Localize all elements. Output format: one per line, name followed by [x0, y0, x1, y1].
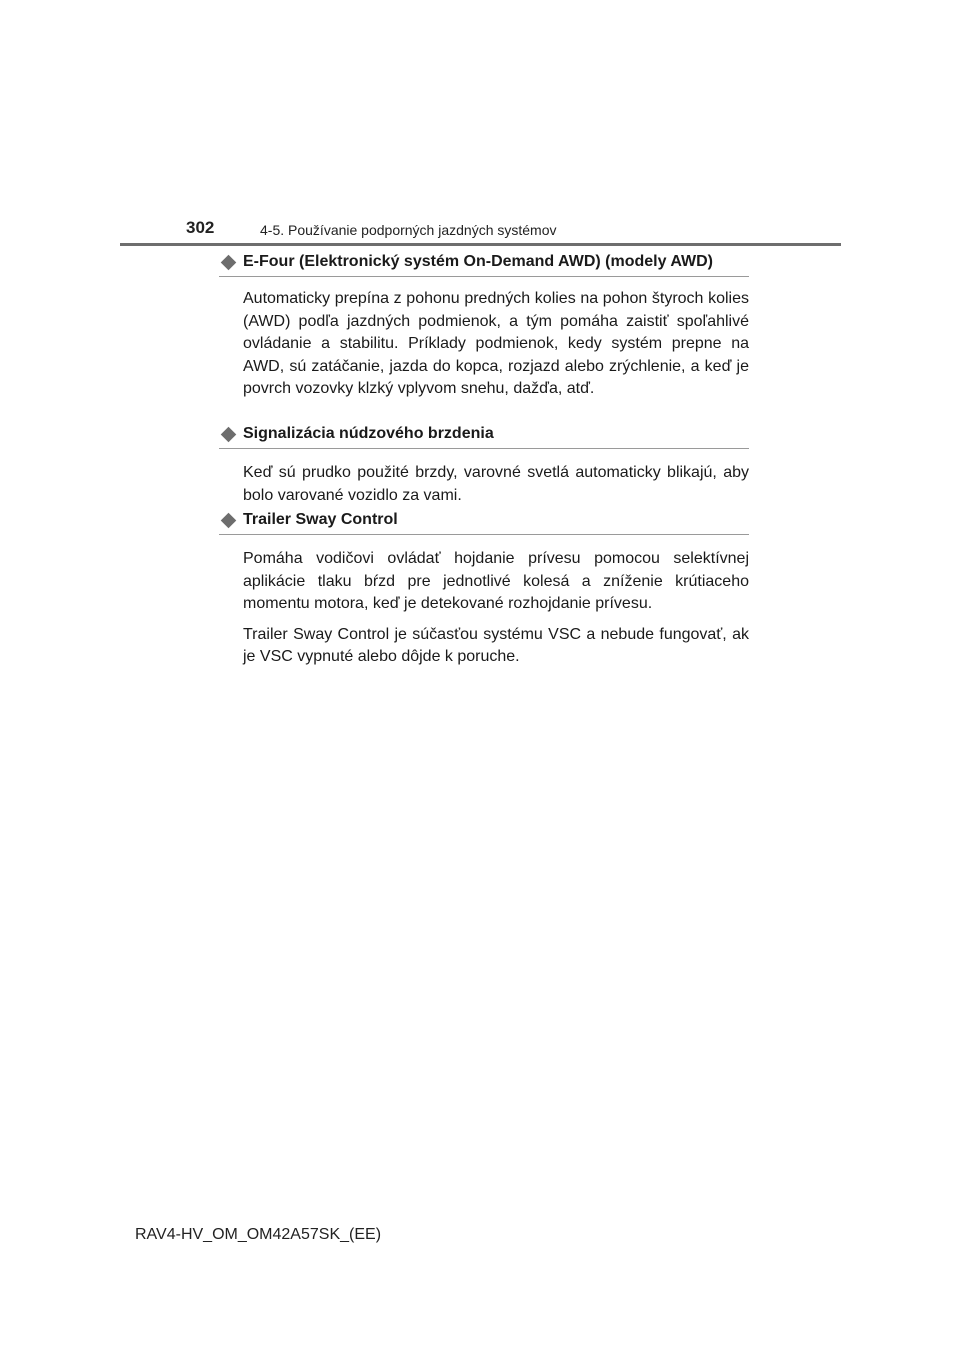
- header-rule: [120, 243, 841, 246]
- paragraph: Pomáha vodičovi ovládať hojdanie prívesu pomocou selektívnej aplikácie tlaku bŕzd pre jednotlivé kolesá a zníženie krútiaceho momentu motora, keď je detekované rozhojdanie prívesu.: [243, 550, 749, 612]
- section-heading: [219, 425, 749, 449]
- paragraph: Automaticky prepína z pohonu predných kolies na pohon štyroch kolies (AWD) podľa jazdných podmienok, a tým pomáha zaistiť spoľahlivé ovládanie a stabilitu. Príklady podmienok, kedy systém prepne na AWD, sú zatáčanie, jazda do kopca, rozjazd alebo zrýchlenie, a keď je povrch vozovky klzký vplyvom snehu, dažďa, atď.: [243, 290, 749, 397]
- diamond-bullet-icon: [221, 254, 237, 270]
- section-heading: [219, 253, 749, 277]
- section-heading-text: Signalizácia núdzového brzdenia: [243, 425, 494, 442]
- document-id: RAV4-HV_OM_OM42A57SK_(EE): [135, 1226, 382, 1243]
- section-emergency-brake-signal: [219, 425, 749, 507]
- diamond-bullet-icon: [221, 426, 237, 442]
- paragraph: Keď sú prudko použité brzdy, varovné svetlá automaticky blikajú, aby bolo varované vozidlo za vami.: [243, 464, 749, 504]
- paragraph: Trailer Sway Control je súčasťou systému VSC a nebude fungovať, ak je VSC vypnuté alebo dôjde k poruche.: [243, 625, 749, 665]
- section-heading-text: E-Four (Elektronický systém On-Demand AWD) (modely AWD): [243, 253, 713, 270]
- section-trailer-sway-control: [219, 511, 749, 669]
- diamond-bullet-icon: [221, 512, 237, 528]
- chapter-title: 4-5. Používanie podporných jazdných systémov: [260, 222, 557, 238]
- section-heading: [219, 511, 749, 535]
- section-e-four: [219, 253, 749, 401]
- section-heading-text: Trailer Sway Control: [243, 511, 398, 528]
- page-number: 302: [186, 218, 215, 237]
